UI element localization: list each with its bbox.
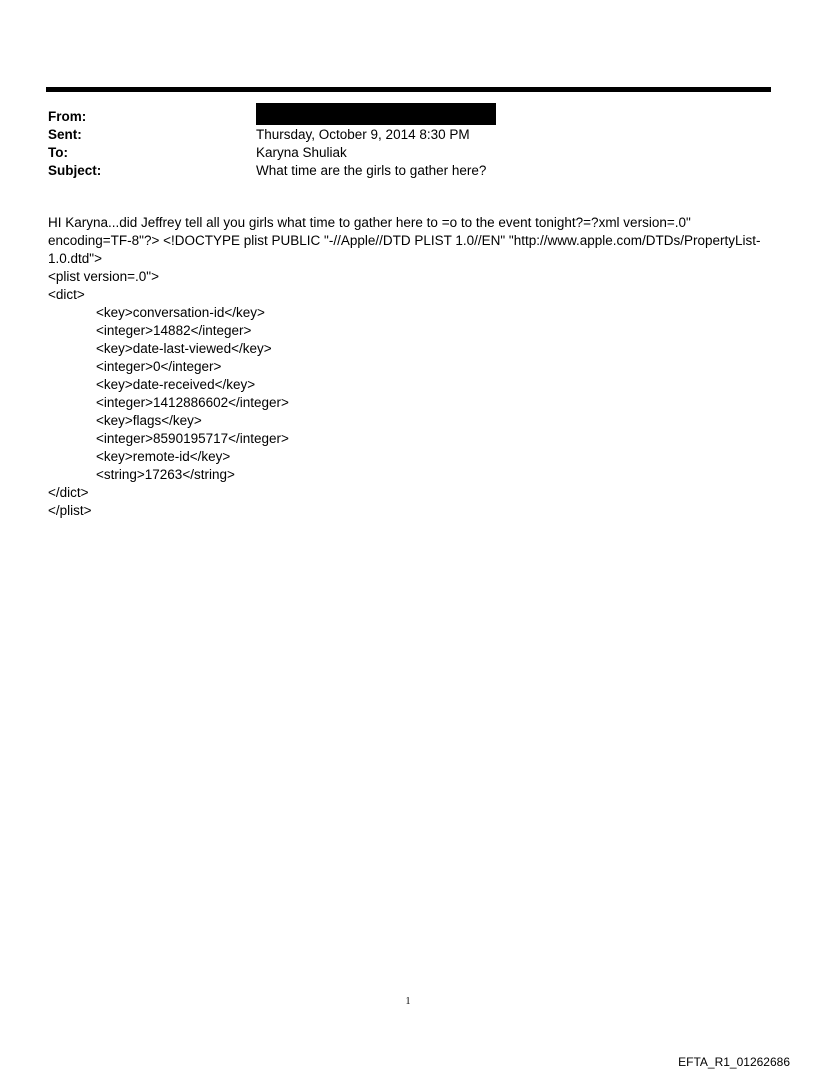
plist-entry: <key>remote-id</key> (96, 449, 231, 464)
plist-entry: <integer>8590195717</integer> (96, 431, 289, 446)
dict-close: </dict> (48, 485, 89, 500)
plist-entry: <integer>1412886602</integer> (96, 395, 289, 410)
plist-close: </plist> (48, 503, 92, 518)
plist-entry: <key>conversation-id</key> (96, 305, 265, 320)
plist-entry: <string>17263</string> (96, 467, 235, 482)
document-id: EFTA_R1_01262686 (678, 1055, 790, 1069)
plist-entry: <key>date-received</key> (96, 377, 256, 392)
plist-open: <plist version=.0"> (48, 269, 159, 284)
plist-entry: <key>flags</key> (96, 413, 202, 428)
header-rule (46, 87, 771, 92)
subject-row (48, 162, 768, 180)
sent-row (48, 126, 768, 144)
subject-value: What time are the girls to gather here? (256, 163, 487, 178)
redaction-block (256, 103, 496, 125)
email-body (48, 214, 763, 520)
sent-label: Sent: (48, 127, 82, 142)
body-intro: HI Karyna...did Jeffrey tell all you girls what time to gather here to =o to the event tonight?=?xml version=.0" encoding=TF-8"?> <!DOCTYPE plist PUBLIC "-//Apple//DTD PLIST 1.0//EN" "http://www.apple.com/DTDs/PropertyList-1.0.dtd"> (48, 215, 761, 266)
dict-open: <dict> (48, 287, 85, 302)
plist-entry: <integer>0</integer> (96, 359, 222, 374)
to-value: Karyna Shuliak (256, 145, 347, 160)
from-row (48, 108, 768, 126)
plist-entry: <key>date-last-viewed</key> (96, 341, 272, 356)
plist-entry: <integer>14882</integer> (96, 323, 252, 338)
to-row (48, 144, 768, 162)
subject-label: Subject: (48, 163, 102, 178)
email-header (48, 108, 768, 180)
from-label: From: (48, 109, 87, 124)
sent-value: Thursday, October 9, 2014 8:30 PM (256, 127, 470, 142)
to-label: To: (48, 145, 68, 160)
page-number: 1 (405, 996, 411, 1007)
